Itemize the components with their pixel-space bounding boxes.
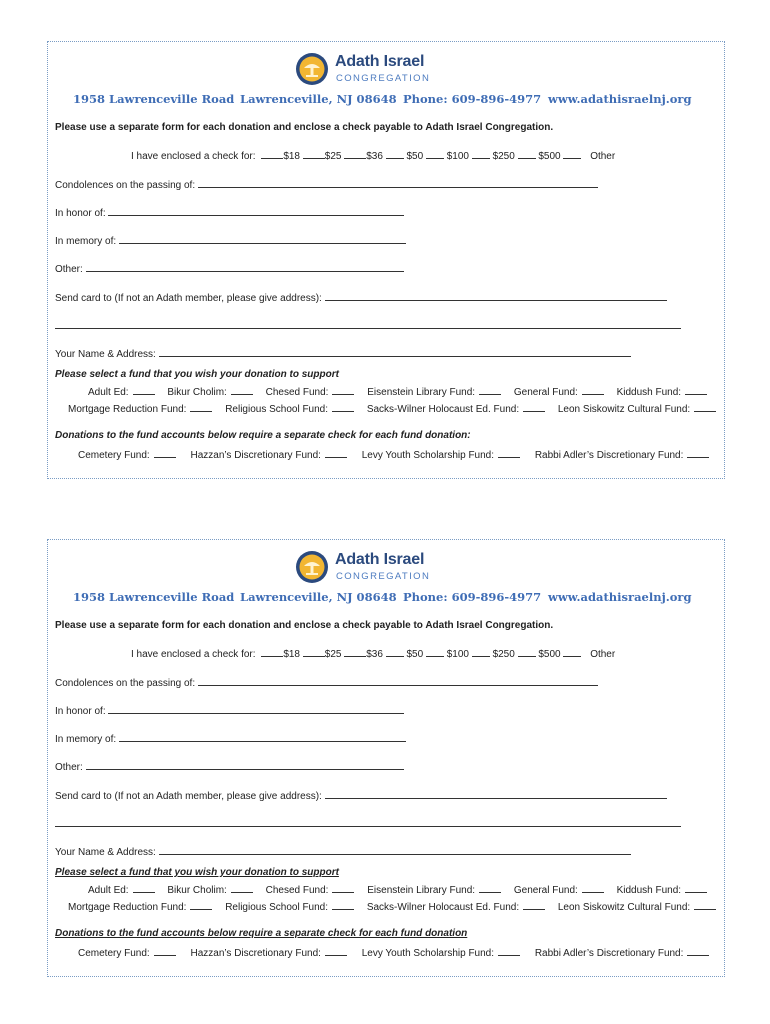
amount-100: $100	[446, 649, 469, 660]
fund-blank[interactable]	[190, 402, 212, 412]
amount-36: $36	[366, 649, 383, 660]
fund-hazzan: Hazzan’s Discretionary Fund:	[190, 450, 321, 461]
amount-blank[interactable]	[303, 647, 325, 657]
fund-chesed: Chesed Fund:	[265, 885, 329, 896]
send-card-field[interactable]	[325, 789, 667, 799]
condolences-line	[55, 676, 598, 689]
fund-blank[interactable]	[190, 900, 212, 910]
your-name-field[interactable]	[159, 845, 631, 855]
other-field[interactable]	[86, 760, 404, 770]
your-name-field[interactable]	[159, 347, 631, 357]
memory-line	[55, 732, 406, 745]
amount-blank[interactable]	[344, 647, 366, 657]
amount-blank[interactable]	[472, 647, 490, 657]
fund-blank[interactable]	[231, 883, 253, 893]
fund-blank[interactable]	[582, 385, 604, 395]
fund-kiddush: Kiddush Fund:	[616, 885, 682, 896]
amount-blank[interactable]	[386, 647, 404, 657]
fund-general: General Fund:	[513, 387, 578, 398]
amount-blank[interactable]	[261, 647, 283, 657]
fund-row-1	[88, 385, 707, 398]
your-name-label: Your Name & Address:	[55, 847, 156, 858]
check-prefix: I have enclosed a check for:	[131, 151, 256, 162]
logo	[295, 51, 431, 87]
address-line	[55, 817, 681, 830]
amount-36: $36	[366, 151, 383, 162]
your-name-line	[55, 845, 631, 858]
seal-icon	[295, 550, 329, 584]
fund-row-1	[88, 883, 707, 896]
amount-blank[interactable]	[386, 149, 404, 159]
your-name-line	[55, 347, 631, 360]
condolences-label: Condolences on the passing of:	[55, 678, 196, 689]
logo-name: Adath Israel	[335, 53, 425, 70]
amount-other: Other	[590, 151, 616, 162]
condolences-field[interactable]	[198, 178, 598, 188]
amount-blank[interactable]	[518, 647, 536, 657]
fund-blank[interactable]	[133, 385, 155, 395]
fund-eisenstein: Eisenstein Library Fund:	[367, 885, 476, 896]
fund-blank[interactable]	[685, 385, 707, 395]
amount-50: $50	[406, 649, 424, 660]
donation-form-bottom	[47, 539, 725, 977]
fund-chesed: Chesed Fund:	[265, 387, 329, 398]
fund-hazzan: Hazzan’s Discretionary Fund:	[190, 948, 321, 959]
amount-18: $18	[283, 151, 300, 162]
other-line	[55, 262, 404, 275]
fund-heading: Please select a fund that you wish your donation to support	[55, 369, 339, 380]
amount-100: $100	[446, 151, 469, 162]
fund-cemetery: Cemetery Fund:	[78, 948, 150, 959]
fund-religious-school: Religious School Fund:	[225, 404, 329, 415]
phone: Phone: 609-896-4977	[403, 92, 542, 106]
memory-label: In memory of:	[55, 236, 117, 247]
honor-line	[55, 704, 404, 717]
amount-500: $500	[538, 151, 561, 162]
fund-blank[interactable]	[694, 900, 716, 910]
fund-blank[interactable]	[133, 883, 155, 893]
fund-heading: Please select a fund that you wish your donation to support	[55, 867, 339, 878]
fund-blank[interactable]	[523, 402, 545, 412]
fund-levy: Levy Youth Scholarship Fund:	[361, 948, 495, 959]
honor-label: In honor of:	[55, 208, 106, 219]
website[interactable]: www.adathisraelnj.org	[548, 590, 692, 604]
send-card-line	[55, 291, 667, 304]
amount-blank[interactable]	[426, 149, 444, 159]
fund-blank[interactable]	[498, 946, 520, 956]
fund-blank[interactable]	[332, 883, 354, 893]
fund-mortgage: Mortgage Reduction Fund:	[68, 902, 187, 913]
condolences-label: Condolences on the passing of:	[55, 180, 196, 191]
amount-50: $50	[406, 151, 424, 162]
send-card-label: Send card to (If not an Adath member, please give address):	[55, 293, 322, 304]
fund-siskowitz: Leon Siskowitz Cultural Fund:	[557, 404, 691, 415]
fund-blank[interactable]	[332, 385, 354, 395]
fund-blank[interactable]	[687, 448, 709, 458]
fund-row-3	[78, 946, 709, 959]
honor-field[interactable]	[108, 704, 404, 714]
fund-blank[interactable]	[523, 900, 545, 910]
amount-25: $25	[324, 649, 342, 660]
check-prefix: I have enclosed a check for:	[131, 649, 256, 660]
fund-rabbi-adler: Rabbi Adler’s Discretionary Fund:	[534, 450, 684, 461]
honor-label: In honor of:	[55, 706, 106, 717]
fund-blank[interactable]	[332, 402, 354, 412]
instruction: Please use a separate form for each donation and enclose a check payable to Adath Israel Congregation.	[55, 620, 554, 631]
fund-blank[interactable]	[687, 946, 709, 956]
fund-row-3	[78, 448, 709, 461]
amount-blank[interactable]	[563, 647, 581, 657]
amount-blank[interactable]	[426, 647, 444, 657]
other-line	[55, 760, 404, 773]
other-field[interactable]	[86, 262, 404, 272]
fund-blank[interactable]	[479, 385, 501, 395]
amount-blank[interactable]	[472, 149, 490, 159]
amount-other: Other	[590, 649, 616, 660]
fund-holocaust-ed: Sacks-Wilner Holocaust Ed. Fund:	[366, 902, 520, 913]
send-card-field[interactable]	[325, 291, 667, 301]
phone: Phone: 609-896-4977	[403, 590, 542, 604]
fund-holocaust-ed: Sacks-Wilner Holocaust Ed. Fund:	[366, 404, 520, 415]
amount-blank[interactable]	[261, 149, 283, 159]
fund-blank[interactable]	[582, 883, 604, 893]
fund-blank[interactable]	[685, 883, 707, 893]
amount-250: $250	[492, 151, 515, 162]
fund-blank[interactable]	[154, 946, 176, 956]
condolences-line	[55, 178, 598, 191]
honor-line	[55, 206, 404, 219]
seal-icon	[295, 52, 329, 86]
condolences-field[interactable]	[198, 676, 598, 686]
other-label: Other:	[55, 762, 83, 773]
fund-blank[interactable]	[325, 448, 347, 458]
address-line	[55, 319, 681, 332]
fund-blank[interactable]	[154, 448, 176, 458]
fund-rabbi-adler: Rabbi Adler’s Discretionary Fund:	[534, 948, 684, 959]
fund-levy: Levy Youth Scholarship Fund:	[361, 450, 495, 461]
city: Lawrenceville, NJ 08648	[240, 590, 397, 604]
logo-name: Adath Israel	[335, 551, 425, 568]
amount-blank[interactable]	[563, 149, 581, 159]
check-amounts	[131, 149, 615, 162]
your-name-label: Your Name & Address:	[55, 349, 156, 360]
fund-eisenstein: Eisenstein Library Fund:	[367, 387, 476, 398]
fund-adult-ed: Adult Ed:	[88, 387, 129, 398]
fund-row-2	[68, 900, 716, 913]
memory-line	[55, 234, 406, 247]
amount-blank[interactable]	[344, 149, 366, 159]
memory-field[interactable]	[119, 234, 406, 244]
send-card-label: Send card to (If not an Adath member, please give address):	[55, 791, 322, 802]
logo-subtitle: CONGREGATION	[336, 73, 431, 84]
fund-religious-school: Religious School Fund:	[225, 902, 329, 913]
fund-cemetery: Cemetery Fund:	[78, 450, 150, 461]
address: 1958 Lawrenceville Road	[73, 590, 235, 604]
fund-blank[interactable]	[694, 402, 716, 412]
fund-row-2	[68, 402, 716, 415]
amount-blank[interactable]	[518, 149, 536, 159]
address-field[interactable]	[55, 817, 681, 827]
donation-form-top	[47, 41, 725, 479]
fund-general: General Fund:	[513, 885, 578, 896]
amount-500: $500	[538, 649, 561, 660]
memory-field[interactable]	[119, 732, 406, 742]
logo	[295, 549, 431, 585]
website[interactable]: www.adathisraelnj.org	[548, 92, 692, 106]
amount-blank[interactable]	[303, 149, 325, 159]
address-field[interactable]	[55, 319, 681, 329]
address: 1958 Lawrenceville Road	[73, 92, 235, 106]
fund-bikur-cholim: Bikur Cholim:	[167, 885, 227, 896]
check-amounts	[131, 647, 615, 660]
amount-18: $18	[283, 649, 300, 660]
fund-blank[interactable]	[325, 946, 347, 956]
separate-heading: Donations to the fund accounts below require a separate check for each fund donation	[55, 928, 468, 939]
fund-kiddush: Kiddush Fund:	[616, 387, 682, 398]
fund-blank[interactable]	[498, 448, 520, 458]
other-label: Other:	[55, 264, 83, 275]
honor-field[interactable]	[108, 206, 404, 216]
logo-subtitle: CONGREGATION	[336, 571, 431, 582]
city: Lawrenceville, NJ 08648	[240, 92, 397, 106]
fund-mortgage: Mortgage Reduction Fund:	[68, 404, 187, 415]
fund-blank[interactable]	[479, 883, 501, 893]
fund-blank[interactable]	[332, 900, 354, 910]
separate-heading: Donations to the fund accounts below require a separate check for each fund donation:	[55, 430, 471, 441]
memory-label: In memory of:	[55, 734, 117, 745]
fund-bikur-cholim: Bikur Cholim:	[167, 387, 227, 398]
fund-blank[interactable]	[231, 385, 253, 395]
instruction: Please use a separate form for each donation and enclose a check payable to Adath Israel Congregation.	[55, 122, 554, 133]
fund-siskowitz: Leon Siskowitz Cultural Fund:	[557, 902, 691, 913]
amount-250: $250	[492, 649, 515, 660]
fund-adult-ed: Adult Ed:	[88, 885, 129, 896]
send-card-line	[55, 789, 667, 802]
amount-25: $25	[324, 151, 342, 162]
